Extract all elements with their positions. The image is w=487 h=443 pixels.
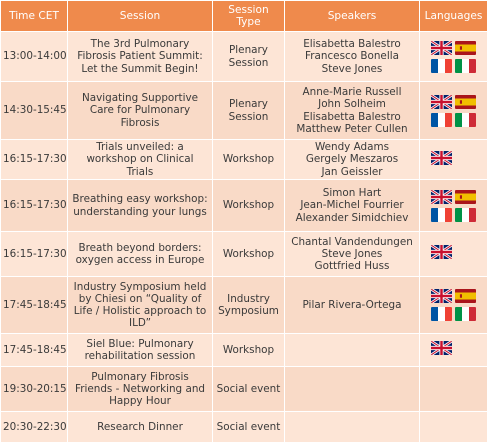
session-type-line: Social event bbox=[215, 421, 282, 433]
session-title-line: Breath beyond borders: bbox=[70, 242, 210, 254]
speaker-name: Wendy Adams bbox=[287, 141, 417, 153]
session-title-line: Care for Pulmonary bbox=[70, 104, 210, 116]
language-flags bbox=[431, 289, 476, 321]
uk-flag-icon bbox=[431, 341, 452, 355]
header-time: Time CET bbox=[1, 1, 68, 32]
uk-flag-icon bbox=[431, 95, 452, 109]
session-type-line: Workshop bbox=[215, 199, 282, 211]
spain-flag-icon bbox=[455, 190, 476, 204]
header-speakers: Speakers bbox=[285, 1, 420, 32]
header-session: Session bbox=[68, 1, 213, 32]
speakers-cell bbox=[285, 180, 420, 232]
time-cell: 16:15-17:30 bbox=[1, 232, 68, 277]
time-cell: 17:45-18:45 bbox=[1, 334, 68, 367]
session-title-line: Life / Holistic approach to bbox=[70, 305, 210, 317]
france-flag-icon bbox=[431, 113, 452, 127]
session-type-cell bbox=[213, 367, 285, 412]
speaker-name: Gergely Meszaros bbox=[287, 153, 417, 165]
session-cell bbox=[68, 180, 213, 232]
spain-flag-icon bbox=[455, 95, 476, 109]
france-flag-icon bbox=[431, 208, 452, 222]
speaker-name: Gottfried Huss bbox=[287, 260, 417, 272]
session-type-cell bbox=[213, 412, 285, 443]
session-cell bbox=[68, 140, 213, 180]
speaker-name: Matthew Peter Cullen bbox=[287, 123, 417, 135]
languages-cell bbox=[420, 412, 487, 443]
time-cell: 19:30-20:15 bbox=[1, 367, 68, 412]
uk-flag-icon bbox=[431, 151, 452, 165]
uk-flag-icon bbox=[431, 190, 452, 204]
session-title-line: ILD” bbox=[70, 317, 210, 329]
language-flags bbox=[431, 41, 476, 73]
session-type-line: Social event bbox=[215, 383, 282, 395]
time-cell: 17:45-18:45 bbox=[1, 277, 68, 334]
session-type-cell bbox=[213, 140, 285, 180]
session-title-line: oxygen access in Europe bbox=[70, 254, 210, 266]
session-title-line: Industry Symposium held bbox=[70, 281, 210, 293]
table-row bbox=[1, 412, 487, 443]
speaker-name: Steve Jones bbox=[287, 63, 417, 75]
table-row bbox=[1, 32, 487, 82]
header-row bbox=[1, 1, 487, 32]
speaker-name: Jean-Michel Fourrier bbox=[287, 199, 417, 211]
session-title-line: Trials unveiled: a bbox=[70, 141, 210, 153]
speakers-cell bbox=[285, 367, 420, 412]
session-cell bbox=[68, 82, 213, 140]
speaker-name: Steve Jones bbox=[287, 248, 417, 260]
uk-flag-icon bbox=[431, 289, 452, 303]
session-title-line: Happy Hour bbox=[70, 395, 210, 407]
header-languages: Languages bbox=[420, 1, 487, 32]
session-title-line: Trials bbox=[70, 166, 210, 178]
session-title-line: Research Dinner bbox=[70, 421, 210, 433]
session-title-line: workshop on Clinical bbox=[70, 153, 210, 165]
session-title-line: Pulmonary Fibrosis bbox=[70, 371, 210, 383]
uk-flag-icon bbox=[431, 245, 452, 259]
language-flags bbox=[431, 95, 476, 127]
time-cell: 14:30-15:45 bbox=[1, 82, 68, 140]
speaker-name: Elisabetta Balestro bbox=[287, 111, 417, 123]
session-title-line: Breathing easy workshop: bbox=[70, 193, 210, 205]
table-row bbox=[1, 367, 487, 412]
uk-flag-icon bbox=[431, 41, 452, 55]
speakers-cell bbox=[285, 277, 420, 334]
session-title-line: Navigating Supportive bbox=[70, 92, 210, 104]
italy-flag-icon bbox=[455, 59, 476, 73]
session-type-line: Industry bbox=[215, 293, 282, 305]
session-type-line: Plenary bbox=[215, 98, 282, 110]
session-type-line: Workshop bbox=[215, 153, 282, 165]
session-type-cell bbox=[213, 232, 285, 277]
speaker-name: John Solheim bbox=[287, 98, 417, 110]
session-title-line: by Chiesi on “Quality of bbox=[70, 293, 210, 305]
languages-cell bbox=[420, 140, 487, 180]
languages-cell bbox=[420, 32, 487, 82]
table-row bbox=[1, 82, 487, 140]
session-type-line: Session bbox=[215, 111, 282, 123]
speakers-cell bbox=[285, 32, 420, 82]
languages-cell bbox=[420, 277, 487, 334]
session-type-cell bbox=[213, 180, 285, 232]
session-cell bbox=[68, 334, 213, 367]
italy-flag-icon bbox=[455, 113, 476, 127]
session-title-line: Fibrosis Patient Summit: bbox=[70, 50, 210, 62]
speaker-name: Chantal Vandendungen bbox=[287, 236, 417, 248]
language-flags bbox=[431, 151, 476, 165]
languages-cell bbox=[420, 180, 487, 232]
france-flag-icon bbox=[431, 59, 452, 73]
session-cell bbox=[68, 277, 213, 334]
session-title-line: understanding your lungs bbox=[70, 206, 210, 218]
speaker-name: Elisabetta Balestro bbox=[287, 38, 417, 50]
speakers-cell bbox=[285, 412, 420, 443]
language-flags bbox=[431, 190, 476, 222]
languages-cell bbox=[420, 367, 487, 412]
time-cell: 20:30-22:30 bbox=[1, 412, 68, 443]
session-title-line: rehabilitation session bbox=[70, 350, 210, 362]
speakers-cell bbox=[285, 140, 420, 180]
session-type-line: Workshop bbox=[215, 344, 282, 356]
session-title-line: Fibrosis bbox=[70, 117, 210, 129]
table-row bbox=[1, 277, 487, 334]
session-title-line: Let the Summit Begin! bbox=[70, 63, 210, 75]
table-row bbox=[1, 140, 487, 180]
session-type-cell bbox=[213, 277, 285, 334]
table-row bbox=[1, 232, 487, 277]
france-flag-icon bbox=[431, 307, 452, 321]
italy-flag-icon bbox=[455, 208, 476, 222]
session-type-cell bbox=[213, 32, 285, 82]
speaker-name: Simon Hart bbox=[287, 187, 417, 199]
languages-cell bbox=[420, 232, 487, 277]
speakers-cell bbox=[285, 82, 420, 140]
session-title-line: Siel Blue: Pulmonary bbox=[70, 338, 210, 350]
speaker-name: Pilar Rivera-Ortega bbox=[287, 299, 417, 311]
table-row bbox=[1, 334, 487, 367]
session-type-line: Symposium bbox=[215, 305, 282, 317]
speaker-name: Francesco Bonella bbox=[287, 50, 417, 62]
table-row bbox=[1, 180, 487, 232]
speaker-name: Anne-Marie Russell bbox=[287, 86, 417, 98]
spain-flag-icon bbox=[455, 289, 476, 303]
session-type-line: Plenary bbox=[215, 44, 282, 56]
languages-cell bbox=[420, 334, 487, 367]
italy-flag-icon bbox=[455, 307, 476, 321]
language-flags bbox=[431, 245, 476, 259]
speakers-cell bbox=[285, 334, 420, 367]
session-cell bbox=[68, 232, 213, 277]
session-type-line: Workshop bbox=[215, 248, 282, 260]
languages-cell bbox=[420, 82, 487, 140]
speakers-cell bbox=[285, 232, 420, 277]
speaker-name: Jan Geissler bbox=[287, 166, 417, 178]
time-cell: 16:15-17:30 bbox=[1, 180, 68, 232]
session-type-cell bbox=[213, 82, 285, 140]
time-cell: 13:00-14:00 bbox=[1, 32, 68, 82]
session-type-line: Session bbox=[215, 57, 282, 69]
spain-flag-icon bbox=[455, 41, 476, 55]
session-type-cell bbox=[213, 334, 285, 367]
session-cell bbox=[68, 367, 213, 412]
session-title-line: The 3rd Pulmonary bbox=[70, 38, 210, 50]
session-cell bbox=[68, 32, 213, 82]
session-cell bbox=[68, 412, 213, 443]
header-session-type: Session Type bbox=[213, 1, 285, 32]
language-flags bbox=[431, 341, 476, 355]
time-cell: 16:15-17:30 bbox=[1, 140, 68, 180]
session-title-line: Friends - Networking and bbox=[70, 383, 210, 395]
speaker-name: Alexander Simidchiev bbox=[287, 212, 417, 224]
